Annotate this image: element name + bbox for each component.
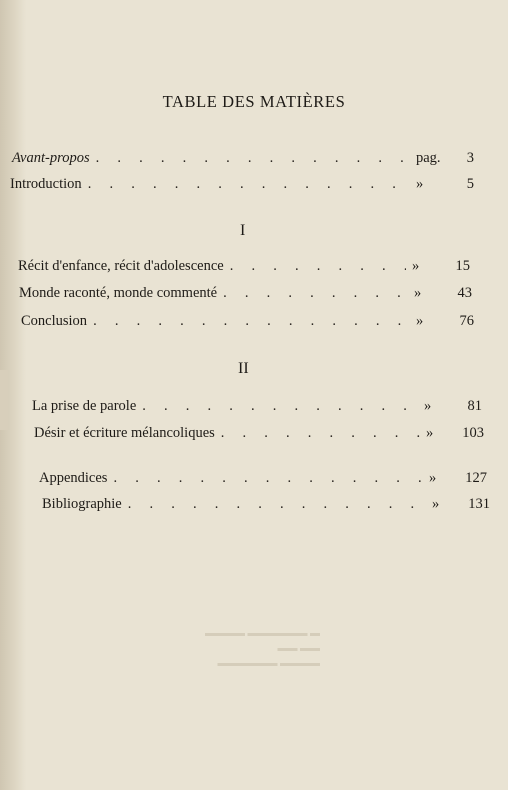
leader-dots bbox=[88, 176, 410, 193]
leader-dots bbox=[93, 313, 410, 330]
leader-dots bbox=[113, 470, 423, 487]
toc-entry-desir[interactable] bbox=[34, 425, 484, 442]
leader-dots bbox=[96, 150, 410, 167]
toc-entry-page: 43 bbox=[457, 285, 472, 301]
toc-entry-label: Monde raconté, monde commenté bbox=[19, 285, 218, 301]
leader-dots bbox=[128, 496, 426, 513]
toc-entry-ref: » bbox=[416, 313, 424, 329]
leader-dots bbox=[221, 425, 420, 442]
toc-entry-monde[interactable] bbox=[19, 285, 472, 302]
part-heading-2: II bbox=[238, 360, 249, 377]
toc-entry-label: Bibliographie bbox=[42, 496, 122, 512]
leader-dots bbox=[230, 258, 406, 275]
toc-entry-label: Appendices bbox=[39, 470, 108, 486]
toc-entry-page: 3 bbox=[466, 150, 474, 166]
toc-entry-page: 127 bbox=[465, 470, 487, 486]
toc-entry-page: 103 bbox=[462, 425, 484, 441]
leader-dots bbox=[223, 285, 408, 302]
leader-dots bbox=[142, 398, 418, 415]
toc-entry-label: Introduction bbox=[10, 176, 82, 192]
toc-entry-page: 81 bbox=[467, 398, 482, 414]
toc-entry-ref: » bbox=[416, 176, 424, 192]
toc-entry-introduction[interactable] bbox=[10, 176, 474, 193]
toc-entry-ref: » bbox=[424, 398, 432, 414]
toc-entry-ref: » bbox=[429, 470, 437, 486]
show-through-bleed: ▬▬▬▬ ▬▬▬▬▬▬ ▬▬ ▬▬ ▬ ▬▬▬▬▬▬ ▬▬▬▬ bbox=[205, 630, 320, 671]
toc-entry-recit[interactable] bbox=[18, 258, 470, 275]
toc-entry-page: 76 bbox=[459, 313, 474, 329]
toc-entry-label: La prise de parole bbox=[32, 398, 137, 414]
toc-entry-label: Désir et écriture mélancoliques bbox=[34, 425, 215, 441]
toc-entry-conclusion[interactable] bbox=[21, 313, 474, 330]
toc-entry-ref: » bbox=[432, 496, 440, 512]
toc-entry-page: 15 bbox=[455, 258, 470, 274]
part-heading-1: I bbox=[240, 222, 246, 239]
toc-entry-label: Avant-propos bbox=[12, 150, 90, 166]
toc-entry-ref: » bbox=[414, 285, 422, 301]
toc-entry-label: Récit d'enfance, récit d'adolescence bbox=[18, 258, 224, 274]
toc-entry-ref: » bbox=[412, 258, 420, 274]
toc-entry-page: 5 bbox=[466, 176, 474, 192]
toc-entry-appendices[interactable] bbox=[39, 470, 487, 487]
toc-entry-ref: pag. bbox=[416, 150, 441, 166]
toc-entry-prise-de-parole[interactable] bbox=[32, 398, 482, 415]
toc-entry-avant-propos[interactable] bbox=[12, 150, 474, 167]
toc-entry-ref: » bbox=[426, 425, 434, 441]
toc-entry-label: Conclusion bbox=[21, 313, 88, 329]
toc-entry-bibliographie[interactable] bbox=[42, 496, 490, 513]
toc-entry-page: 131 bbox=[468, 496, 490, 512]
page-title: TABLE DES MATIÈRES bbox=[162, 92, 346, 111]
